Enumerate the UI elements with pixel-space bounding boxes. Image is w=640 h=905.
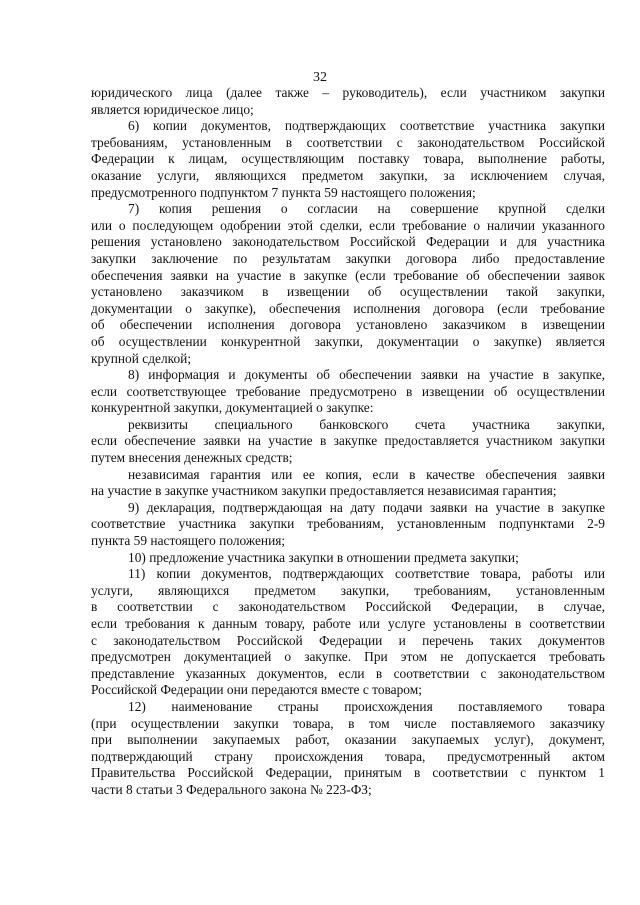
page-number: 32 [313, 70, 327, 85]
text-line: если соответствующее требование предусмотрено в извещении об осуществлении [91, 383, 605, 399]
text-line: или о последующем одобрении этой сделки, если требование о наличии указанного [91, 217, 605, 233]
text-line: установлено заказчиком в извещении об осуществлении такой закупки, [91, 284, 605, 300]
text-line: если обеспечение заявки на участие в закупке предоставляется участником закупки [91, 433, 605, 449]
text-line: документации о закупке), обеспечения исполнения договора (если требование [91, 300, 605, 316]
text-line: оказание услуги, являющихся предметом закупки, за исключением случая, [91, 167, 605, 183]
text-line: 7) копия решения о согласии на совершение крупной сделки [128, 201, 605, 217]
text-line: услуги, являющихся предметом закупки, требованиям, установленным [91, 582, 605, 598]
text-line: решения установлено законодательством Российской Федерации и для участника [91, 234, 605, 250]
text-line: крупной сделкой; [91, 350, 192, 366]
text-line: 10) предложение участника закупки в отношении предмета закупки; [128, 549, 519, 565]
text-line: путем внесения денежных средств; [91, 450, 293, 466]
text-line: при выполнении закупаемых работ, оказании закупаемых услуг), документ, [91, 732, 605, 748]
text-line: на участие в закупке участником закупки предоставляется независимая гарантия; [91, 483, 557, 499]
text-line: части 8 статьи 3 Федерального закона № 223-ФЗ; [91, 781, 372, 797]
text-line: 6) копии документов, подтверждающих соответствие участника закупки [128, 118, 605, 134]
text-line: пункта 59 настоящего положения; [91, 533, 286, 549]
text-line: если требования к данным товару, работе или услуге установлены в соответствии [91, 616, 605, 631]
text-line: соответствие участника закупки требованиям, установленным подпунктами 2-9 [91, 516, 605, 532]
text-line: подтверждающий страну происхождения товара, предусмотренный актом [91, 748, 605, 764]
text-line: в соответствии с законодательством Российской Федерации, в случае, [91, 599, 605, 615]
text-line: требованиям, установленным в соответствии с законодательством Российской [91, 134, 605, 150]
text-line: закупки заключение по результатам закупки договора либо предоставление [91, 250, 605, 266]
text-line: предусмотрен документацией о закупке. При этом не допускается требовать [91, 649, 605, 665]
text-line: (при осуществлении закупки товара, в том числе поставляемого заказчику [91, 715, 605, 731]
text-line: с законодательством Российской Федерации и перечень таких документов [91, 632, 605, 648]
document-body [91, 85, 605, 799]
text-line: Российской Федерации они передаются вместе с товаром; [91, 682, 422, 698]
text-line: об осуществлении конкурентной закупки, документации о закупке) является [91, 333, 605, 349]
text-line: 12) наименование страны происхождения поставляемого товара [128, 698, 605, 714]
text-line: об обеспечении исполнения договора установлено заказчиком в извещении [91, 317, 605, 333]
text-line: является юридическое лицо; [91, 101, 254, 117]
text-line: реквизиты специального банковского счета участника закупки, [128, 416, 605, 432]
text-line: 9) декларация, подтверждающая на дату подачи заявки на участие в закупке [128, 499, 605, 515]
text-line: Федерации к лицам, осуществляющим поставку товара, выполнение работы, [91, 151, 605, 167]
text-line: юридического лица (далее также – руководитель), если участником закупки [91, 85, 605, 100]
text-line: представление указанных документов, если в соответствии с законодательством [91, 665, 605, 681]
text-line: предусмотренного подпунктом 7 пункта 59 настоящего положения; [91, 184, 476, 200]
text-line: обеспечения заявки на участие в закупке (если требование об обеспечении заявок [91, 267, 605, 283]
text-line: независимая гарантия или ее копия, если в качестве обеспечения заявки [128, 466, 605, 482]
text-line: Правительства Российской Федерации, принятым в соответствии с пунктом 1 [91, 765, 605, 781]
text-line: 8) информация и документы об обеспечении заявки на участие в закупке, [128, 367, 605, 383]
text-line: конкурентной закупки, документацией о закупке: [91, 400, 374, 416]
text-line: 11) копии документов, подтверждающих соответствие товара, работы или [128, 566, 605, 582]
